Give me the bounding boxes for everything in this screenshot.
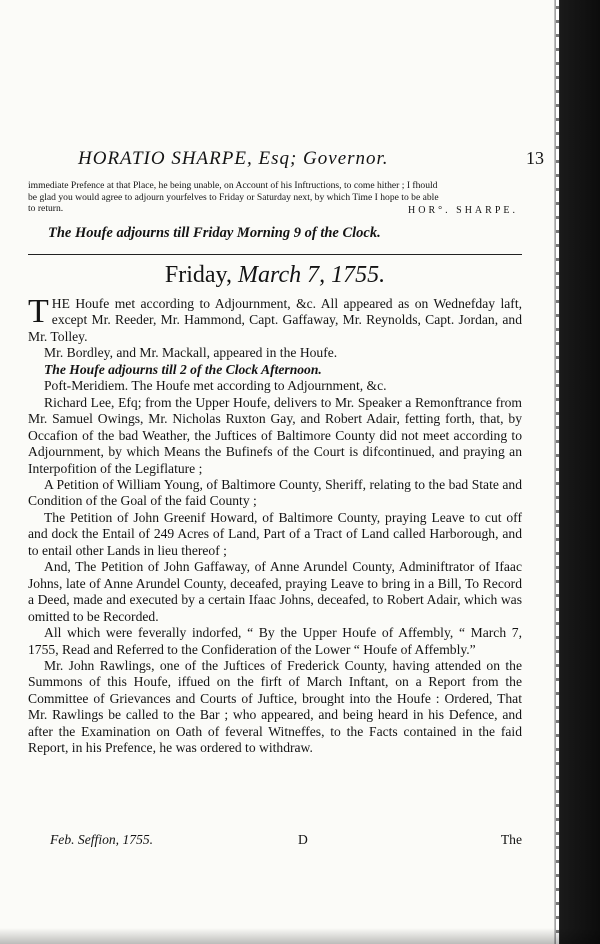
letter-line: to return.	[28, 203, 64, 214]
signature-mark: D	[298, 832, 308, 847]
paragraph: Richard Lee, Efq; from the Upper Houfe, delivers to Mr. Speaker a Remonftrance from Mr. Samuel Owings, Mr. Nicholas Ruxton Gay, and Robert Adair, fetting forth, that, by Occafion of the bad Weather, the Juftices of Baltimore County did not meet according to Adjournment, by which Means the Bufinefs of the Court is difcontinued, and praying an Interpofition of the Legiflature ;	[28, 394, 522, 476]
letter-line: be glad you would agree to adjourn yourfelves to Friday or Saturday next, by which Time I hope to be able	[28, 191, 439, 203]
letter-signature: HOR°. SHARPE.	[408, 205, 518, 216]
page-header	[78, 148, 544, 178]
dateline-day: Friday,	[164, 262, 232, 288]
paragraph: And, The Petition of John Gaffaway, of Anne Arundel County, Adminiftrator of Ifaac Johns, late of Anne Arundel County, deceafed, praying Leave to bring in a Bill, To Record a Deed, made and executed by a certain Ifaac Johns, deceafed, to Robert Adair, which was omitted to be Recorded.	[28, 559, 522, 624]
section-divider	[28, 254, 522, 255]
paragraph: Poft-Meridiem. The Houfe met according to Adjournment, &c.	[44, 378, 387, 394]
drop-cap: T	[28, 293, 49, 330]
binding-edge	[554, 0, 600, 944]
paragraph: The Houfe adjourns till 2 of the Clock Afternoon.	[44, 361, 322, 377]
session-label: Feb. Seffion, 1755.	[50, 832, 154, 847]
paragraph	[28, 293, 522, 345]
adjournment-line: The Houfe adjourns till Friday Morning 9 of the Clock.	[48, 225, 381, 241]
page-number: 13	[526, 148, 544, 168]
paragraph: A Petition of William Young, of Baltimore County, Sheriff, relating to the bad State and Condition of the Goal of the faid County ;	[28, 476, 522, 509]
paragraph-text: HE Houfe met according to Adjournment, &c. All appeared as on Wednefday laft, except Mr. Reeder, Mr. Hammond, Capt. Gaffaway, Mr. Reynolds, Capt. Jordan, and Mr. Tolley.	[28, 296, 522, 344]
dateline	[0, 262, 550, 289]
page-shadow	[0, 928, 600, 944]
paragraph: Mr. John Rawlings, one of the Juftices of Frederick County, having attended on the Summons of this Houfe, iffued on the firft of March Inftant, on a Report from the Committee of Grievances and Courts of Juftice, brought into the Houfe : Ordered, That Mr. Rawlings be called to the Bar ; who appeared, and being heard in his Defence, and after the Examination on Oath of feveral Witneffes, to the Facts contained in the faid Report, in his Prefence, he was ordered to withdraw.	[28, 657, 522, 756]
paragraph: All which were feverally indorfed, “ By the Upper Houfe of Affembly, “ March 7, 1755, Read and Referred to the Confideration of the Lower “ Houfe of Affembly.”	[28, 625, 522, 657]
dateline-date: March 7, 1755.	[238, 262, 386, 288]
proceedings-body	[28, 293, 522, 757]
running-head: HORATIO SHARPE, Esq; Governor.	[78, 148, 389, 169]
letter-line: immediate Prefence at that Place, he being unable, on Account of his Inftructions, to come hither ; I fhould	[28, 180, 438, 191]
paragraph: Mr. Bordley, and Mr. Mackall, appeared in the Houfe.	[44, 345, 338, 361]
catchword: The	[500, 832, 522, 847]
paragraph: The Petition of John Greenif Howard, of Baltimore County, praying Leave to cut off and dock the Entail of 249 Acres of Land, Part of a Tract of Land called Harborough, and to entail other Lands in lieu thereof ;	[28, 509, 522, 558]
page-footer	[40, 832, 522, 850]
